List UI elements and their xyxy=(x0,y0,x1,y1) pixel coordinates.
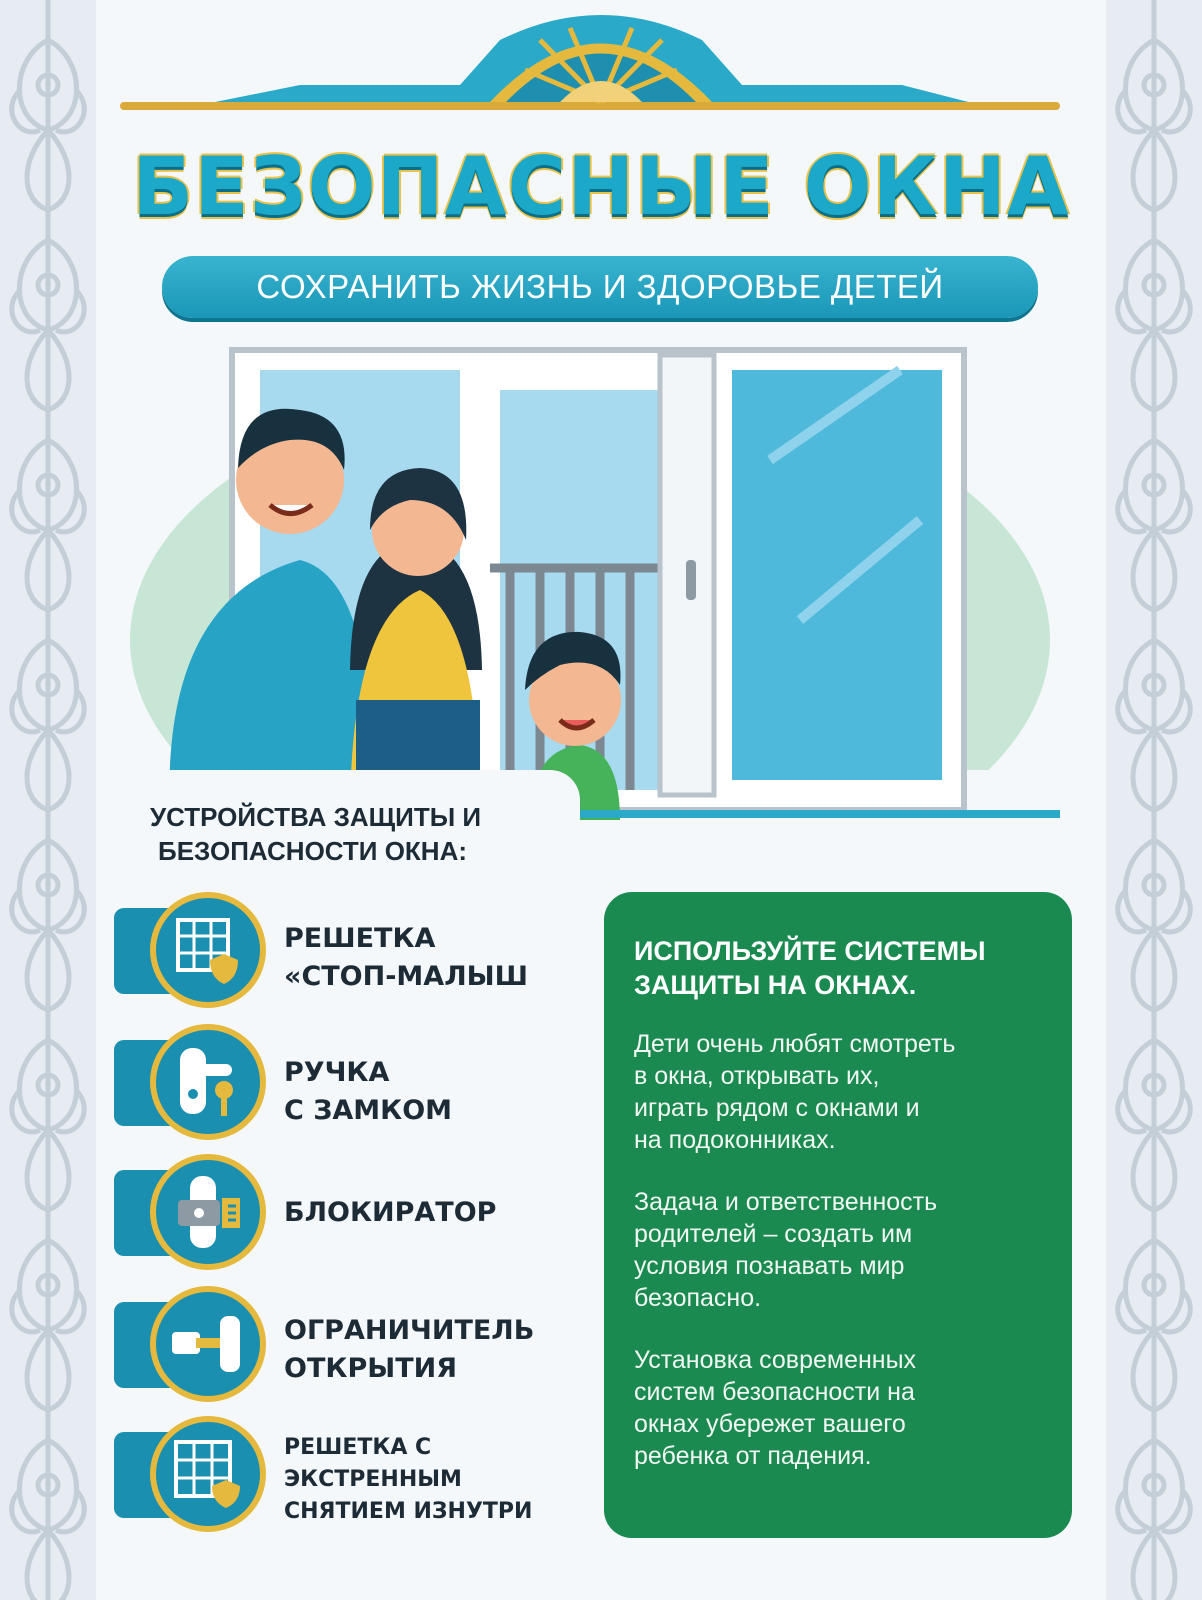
subtitle-banner: СОХРАНИТЬ ЖИЗНЬ И ЗДОРОВЬЕ ДЕТЕЙ xyxy=(162,256,1038,318)
right-ornament-border xyxy=(1106,0,1202,1600)
grid-emergency-icon xyxy=(150,1416,266,1532)
family-window-illustration xyxy=(120,340,1060,840)
devices-heading xyxy=(120,770,580,870)
advice-line: безопасно. xyxy=(634,1284,762,1312)
advice-line: систем безопасности на xyxy=(634,1378,915,1406)
device-label-line: РЕШЕТКА С xyxy=(284,1435,432,1460)
device-label-line: РУЧКА xyxy=(284,1057,390,1088)
advice-line: окнах убережет вашего xyxy=(634,1410,906,1438)
advice-heading-line: ЗАЩИТЫ НА ОКНАХ. xyxy=(634,970,917,1000)
devices-heading-line-1: УСТРОЙСТВА ЗАЩИТЫ И xyxy=(150,802,482,832)
advice-line: в окна, открывать их, xyxy=(634,1062,880,1090)
door-handle-key-icon xyxy=(150,1024,266,1140)
opening-limiter-icon xyxy=(150,1286,266,1402)
advice-line: родителей – создать им xyxy=(634,1220,913,1248)
advice-paragraph-2 xyxy=(634,1186,1054,1314)
grid-shield-icon xyxy=(150,892,266,1008)
device-label-line: С ЗАМКОМ xyxy=(284,1095,453,1126)
advice-line: играть рядом с окнами и xyxy=(634,1094,920,1122)
advice-line: Установка современных xyxy=(634,1346,917,1374)
ornament-pattern-icon xyxy=(1106,0,1202,1600)
advice-line: Дети очень любят смотреть xyxy=(634,1030,956,1058)
shanyrak-roof-icon xyxy=(120,0,1082,120)
advice-line: условия познавать мир xyxy=(634,1252,905,1280)
device-item-blocker xyxy=(114,1154,594,1274)
device-label-line: ЭКСТРЕННЫМ xyxy=(284,1467,462,1492)
advice-line: ребенка от падения. xyxy=(634,1442,872,1470)
device-item-stop-baby-grille xyxy=(114,892,594,1012)
advice-heading-line: ИСПОЛЬЗУЙТЕ СИСТЕМЫ xyxy=(634,936,986,966)
device-item-handle-lock xyxy=(114,1024,594,1144)
advice-paragraph-1 xyxy=(634,1028,1054,1156)
advice-paragraph-3 xyxy=(634,1344,1054,1472)
advice-line: на подоконниках. xyxy=(634,1126,836,1154)
device-item-opening-limiter xyxy=(114,1286,594,1406)
ornament-pattern-icon xyxy=(0,0,96,1600)
lock-blocker-icon xyxy=(150,1154,266,1270)
advice-heading xyxy=(634,934,1054,1002)
device-label-line: ОГРАНИЧИТЕЛЬ xyxy=(284,1315,535,1346)
poster-title: БЕЗОПАСНЫЕ ОКНА xyxy=(132,140,1070,233)
advice-panel xyxy=(604,892,1072,1538)
left-ornament-border xyxy=(0,0,96,1600)
device-label-line: БЛОКИРАТОР xyxy=(284,1197,497,1228)
devices-heading-line-2: БЕЗОПАСНОСТИ ОКНА: xyxy=(158,836,468,866)
device-label-line: СНЯТИЕМ ИЗНУТРИ xyxy=(284,1499,533,1524)
advice-line: Задача и ответственность xyxy=(634,1188,938,1216)
device-label-line: «СТОП-МАЛЫШ xyxy=(284,961,528,992)
device-label-line: ОТКРЫТИЯ xyxy=(284,1353,458,1384)
device-item-emergency-grille xyxy=(114,1416,594,1536)
device-label-line: РЕШЕТКА xyxy=(284,923,436,954)
